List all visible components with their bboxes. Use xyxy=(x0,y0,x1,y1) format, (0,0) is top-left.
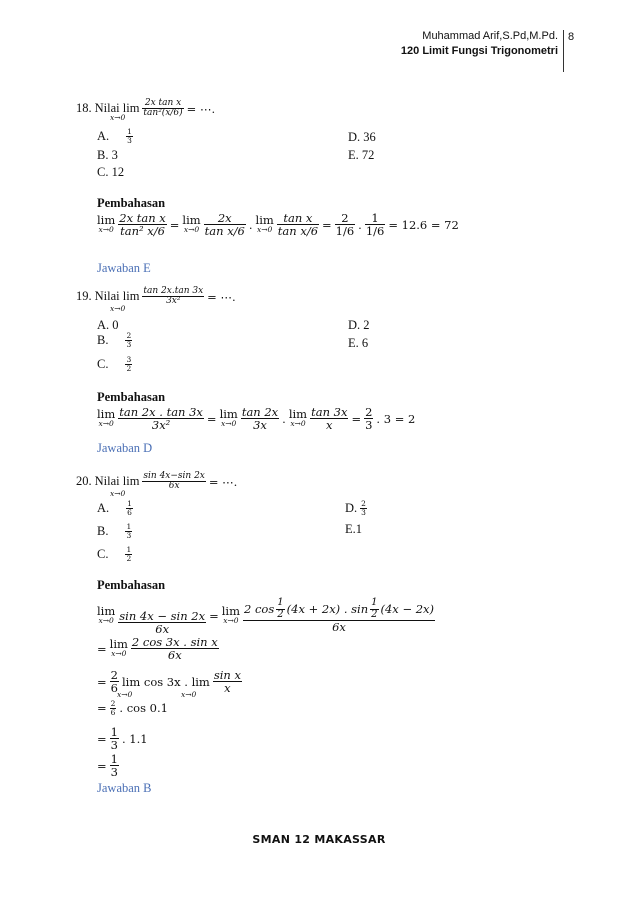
header-divider xyxy=(563,30,564,72)
fraction-numerator: tan 2x.tan 3x xyxy=(143,286,204,296)
option-a xyxy=(97,500,133,517)
question-20 xyxy=(76,472,237,492)
solution-equation xyxy=(97,406,415,431)
option-b xyxy=(97,332,132,349)
equals: = xyxy=(97,701,107,716)
option-fraction: $\frac{2}{3}$ xyxy=(361,499,366,517)
solution-fraction: $\frac{\text{tan x}}{\text{tan x/6}}$ xyxy=(277,211,319,239)
question-fraction xyxy=(142,287,204,307)
dot: . xyxy=(248,217,253,232)
option-c xyxy=(97,546,132,563)
limit-operator: lim x→0 xyxy=(221,603,241,626)
option-label: C. xyxy=(97,356,109,371)
equals: = xyxy=(97,758,107,773)
solution-fraction: $\frac{2}{6}$ xyxy=(110,668,118,696)
option-fraction: $\frac{1}{2}$ xyxy=(126,545,132,563)
fraction-denominator: 6x xyxy=(168,481,180,492)
question-tail: = ⋯. xyxy=(208,474,238,489)
question-fraction xyxy=(142,472,205,492)
option-e: E. 6 xyxy=(348,336,369,350)
solution-text: lim cos 3x . lim xyxy=(121,674,210,689)
solution-result: = 12.6 = 72 xyxy=(388,217,459,232)
solution-fraction: 2 cos $\frac{1}{2}$ (4x + 2x) . sin $\frac{1}{2}$ (4x − 2x) 6x xyxy=(244,597,435,635)
solution-fraction: $\frac{\text{2x tan x}}{\text{tan² x/6}}$ xyxy=(119,211,166,239)
question-tail: = ⋯. xyxy=(186,101,216,116)
solution-fraction: $\frac{\text{sin x}}{x}$ xyxy=(213,668,241,696)
solution-equation xyxy=(97,212,459,237)
equals: = xyxy=(206,411,217,426)
solution-line-2 xyxy=(97,636,219,661)
option-c: C. 12 xyxy=(97,165,125,179)
solution-fraction: $\frac{2}{3}$ xyxy=(365,405,373,433)
dot: . xyxy=(282,411,286,426)
fraction-denominator: 3 xyxy=(127,135,132,145)
question-lead: Nilai lim xyxy=(94,101,140,116)
solution-line-1 xyxy=(97,596,435,635)
limit-operator: lim x→0 xyxy=(97,212,116,235)
option-c xyxy=(97,356,132,373)
question-lead: Nilai lim xyxy=(94,474,140,489)
equals: = xyxy=(169,217,180,232)
fraction-denominator: tan²(x/6) xyxy=(143,108,183,119)
equals: = xyxy=(209,608,219,623)
solution-fraction: $\frac{2x}{\text{tan x/6}}$ xyxy=(204,211,245,239)
fraction-numerator: sin 4x−sin 2x xyxy=(143,471,205,481)
fraction-numerator: 1 xyxy=(127,127,132,136)
question-number: 18. xyxy=(76,101,92,116)
header-title: 120 Limit Fungsi Trigonometri xyxy=(400,45,558,57)
option-b: B. 3 xyxy=(97,148,118,162)
question-19 xyxy=(76,287,236,307)
limit-subscript: x→0 xyxy=(181,690,197,699)
page-number: 8 xyxy=(568,31,575,43)
solution-fraction: $\frac{\sin 4x - \sin 2x}{6x}$ xyxy=(119,609,206,637)
limit-operator: lim x→0 xyxy=(219,406,238,429)
option-d xyxy=(345,500,367,517)
option-fraction: $\frac{1}{3}$ xyxy=(126,522,132,540)
solution-line-6 xyxy=(97,753,119,778)
equals: = xyxy=(97,641,107,656)
solution-line-4 xyxy=(97,700,168,717)
solution-fraction: $\frac{\text{2 cos 3x . sin x}}{6x}$ xyxy=(131,635,218,663)
question-number: 19. xyxy=(76,289,92,304)
solution-result: . 3 = 2 xyxy=(376,411,416,426)
solution-fraction: $\frac{1}{1/6}$ xyxy=(365,211,385,239)
solution-title: Pembahasan xyxy=(97,390,166,404)
question-tail: = ⋯. xyxy=(207,289,236,304)
option-fraction: $\frac{2}{3}$ xyxy=(126,331,132,349)
footer-school: SMAN 12 MAKASSAR xyxy=(252,833,386,846)
limit-subscript: x→0 xyxy=(110,489,126,498)
solution-fraction: $\frac{1}{3}$ xyxy=(110,725,118,753)
equals: = xyxy=(322,217,332,232)
limit-operator: lim x→0 xyxy=(97,406,116,429)
limit-subscript: x→0 xyxy=(117,690,133,699)
equals: = xyxy=(97,731,107,746)
option-label: A. xyxy=(97,500,110,515)
solution-text: . 1.1 xyxy=(121,731,148,746)
limit-operator: lim x→0 xyxy=(182,212,201,235)
question-18 xyxy=(76,99,215,119)
option-b xyxy=(97,523,132,540)
solution-fraction: $\frac{\tan 3x}{x}$ xyxy=(311,405,348,433)
option-fraction xyxy=(126,128,133,145)
option-e: E.1 xyxy=(345,522,363,536)
solution-fraction: $\frac{1}{3}$ xyxy=(110,752,118,780)
limit-operator: lim x→0 xyxy=(109,636,128,659)
question-fraction xyxy=(142,99,183,119)
option-label: D. xyxy=(345,500,358,515)
equals: = xyxy=(97,674,107,689)
option-label: A. xyxy=(97,128,110,143)
solution-title: Pembahasan xyxy=(97,578,166,592)
question-number: 20. xyxy=(76,474,92,489)
solution-fraction: $\frac{\tan 2x . \tan 3x}{\text{3x²}}$ xyxy=(119,405,203,433)
solution-fraction: $\frac{2}{1/6}$ xyxy=(335,211,355,239)
header-author: Muhammad Arif,S.Pd,M.Pd. xyxy=(422,30,558,42)
answer-20: Jawaban B xyxy=(97,781,152,795)
option-d: D. 2 xyxy=(348,318,370,332)
solution-title: Pembahasan xyxy=(97,196,166,210)
answer-18: Jawaban E xyxy=(97,261,151,275)
question-lead: Nilai lim xyxy=(94,289,140,304)
option-label: C. xyxy=(97,546,109,561)
limit-subscript: x→0 xyxy=(110,304,126,313)
solution-fraction: $\frac{\tan 2x}{3x}$ xyxy=(241,405,279,433)
solution-text: . cos 0.1 xyxy=(119,701,168,716)
fraction-numerator: 2x tan x xyxy=(144,98,182,108)
equals: = xyxy=(351,411,362,426)
limit-operator: lim x→0 xyxy=(97,603,116,626)
option-a: A. 0 xyxy=(97,318,119,332)
option-d: D. 36 xyxy=(348,130,376,144)
limit-operator: lim x→0 xyxy=(255,212,274,235)
limit-operator: lim x→0 xyxy=(288,406,308,429)
fraction-denominator: 3x² xyxy=(166,296,181,307)
option-label: B. xyxy=(97,523,109,538)
limit-subscript: x→0 xyxy=(110,113,126,122)
answer-19: Jawaban D xyxy=(97,441,153,455)
solution-line-5 xyxy=(97,726,148,751)
option-e: E. 72 xyxy=(348,148,375,162)
option-fraction: $\frac{1}{6}$ xyxy=(127,499,132,517)
solution-fraction: $\frac{2}{6}$ xyxy=(110,699,116,717)
option-label: B. xyxy=(97,332,109,347)
option-a xyxy=(97,128,133,145)
option-fraction: $\frac{3}{2}$ xyxy=(126,355,132,373)
dot: . xyxy=(358,217,362,232)
